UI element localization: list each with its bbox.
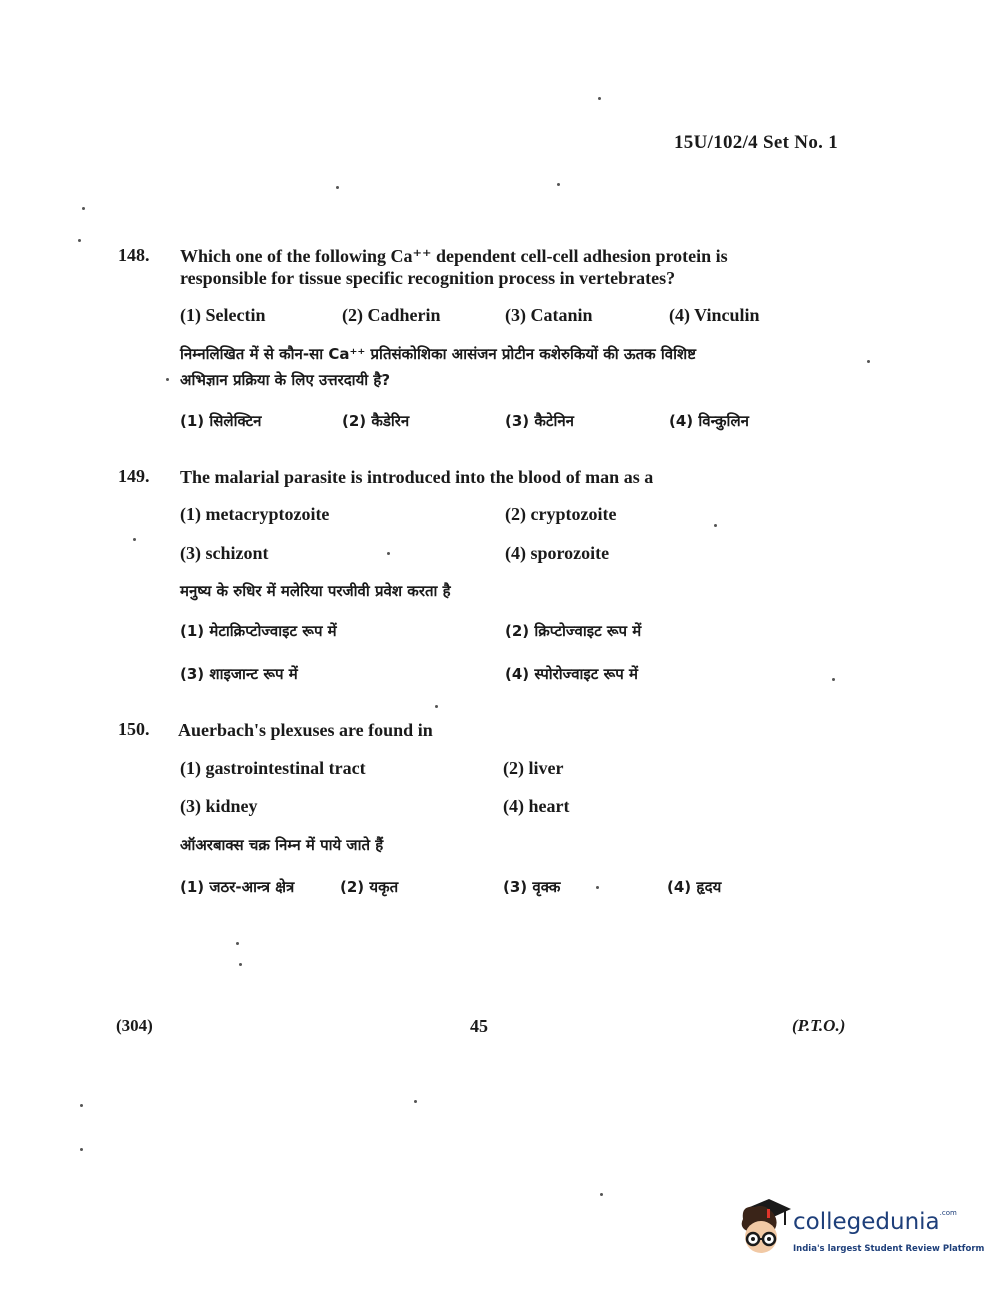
option-2: (2) liver	[503, 758, 564, 778]
question-number: 149.	[118, 466, 150, 486]
hindi-question-line1: ऑअरबाक्स चक्र निम्न में पाये जाते हैं	[180, 836, 384, 854]
option-1: (1) Selectin	[180, 305, 266, 325]
option-3: (3) schizont	[180, 543, 269, 563]
student-mascot-icon	[735, 1195, 791, 1259]
option-2: (2) cryptozoite	[505, 504, 617, 524]
hindi-option-4: (4) हृदय	[667, 878, 722, 896]
option-2: (2) Cadherin	[342, 305, 441, 325]
question-number: 148.	[118, 245, 150, 265]
hindi-option-4: (4) स्पोरोज्वाइट रूप में	[505, 665, 638, 683]
hindi-option-4: (4) विन्कुलिन	[669, 412, 749, 430]
hindi-option-1: (1) जठर-आन्त्र क्षेत्र	[180, 878, 295, 896]
page-number: 45	[470, 1016, 488, 1036]
hindi-option-2: (2) क्रिप्टोज्वाइट रूप में	[505, 622, 642, 640]
option-1: (1) gastrointestinal tract	[180, 758, 366, 778]
question-text-line1: The malarial parasite is introduced into the blood of man as a	[180, 467, 654, 487]
option-1: (1) metacryptozoite	[180, 504, 330, 524]
paper-code: 15U/102/4 Set No. 1	[674, 132, 839, 153]
hindi-option-1: (1) सिलेक्टिन	[180, 412, 262, 430]
hindi-option-3: (3) कैटेनिन	[505, 412, 574, 430]
brand-domain: .com	[939, 1209, 957, 1217]
hindi-option-3: (3) वृक्क	[503, 878, 561, 896]
option-3: (3) Catanin	[505, 305, 593, 325]
brand-tagline: India's largest Student Review Platform	[793, 1244, 985, 1254]
hindi-option-1: (1) मेटाक्रिप्टोज्वाइट रूप में	[180, 622, 337, 640]
collegedunia-watermark	[735, 1195, 985, 1265]
question-number: 150.	[118, 719, 150, 739]
hindi-option-3: (3) शाइजान्ट रूप में	[180, 665, 298, 683]
hindi-question-line2: अभिज्ञान प्रक्रिया के लिए उत्तरदायी है?	[180, 371, 391, 389]
hindi-question-line1: निम्नलिखित में से कौन-सा Ca⁺⁺ प्रतिसंकोशिका आसंजन प्रोटीन कशेरुकियों की ऊतक विशिष्ट	[180, 345, 696, 363]
option-4: (4) Vinculin	[669, 305, 760, 325]
hindi-option-2: (2) कैडेरिन	[342, 412, 410, 430]
question-text-line1: Auerbach's plexuses are found in	[178, 720, 433, 740]
question-text-line2: responsible for tissue specific recognition process in vertebrates?	[180, 268, 676, 288]
footer-code: (304)	[116, 1016, 153, 1035]
hindi-option-2: (2) यकृत	[340, 878, 399, 896]
pto-label: (P.T.O.)	[792, 1016, 846, 1035]
option-3: (3) kidney	[180, 796, 258, 816]
option-4: (4) sporozoite	[505, 543, 610, 563]
brand-name: collegedunia	[793, 1209, 940, 1235]
option-4: (4) heart	[503, 796, 570, 816]
hindi-question-line1: मनुष्य के रुधिर में मलेरिया परजीवी प्रवेश करता है	[180, 582, 451, 600]
question-text-line1: Which one of the following Ca⁺⁺ dependent cell-cell adhesion protein is	[180, 246, 728, 266]
